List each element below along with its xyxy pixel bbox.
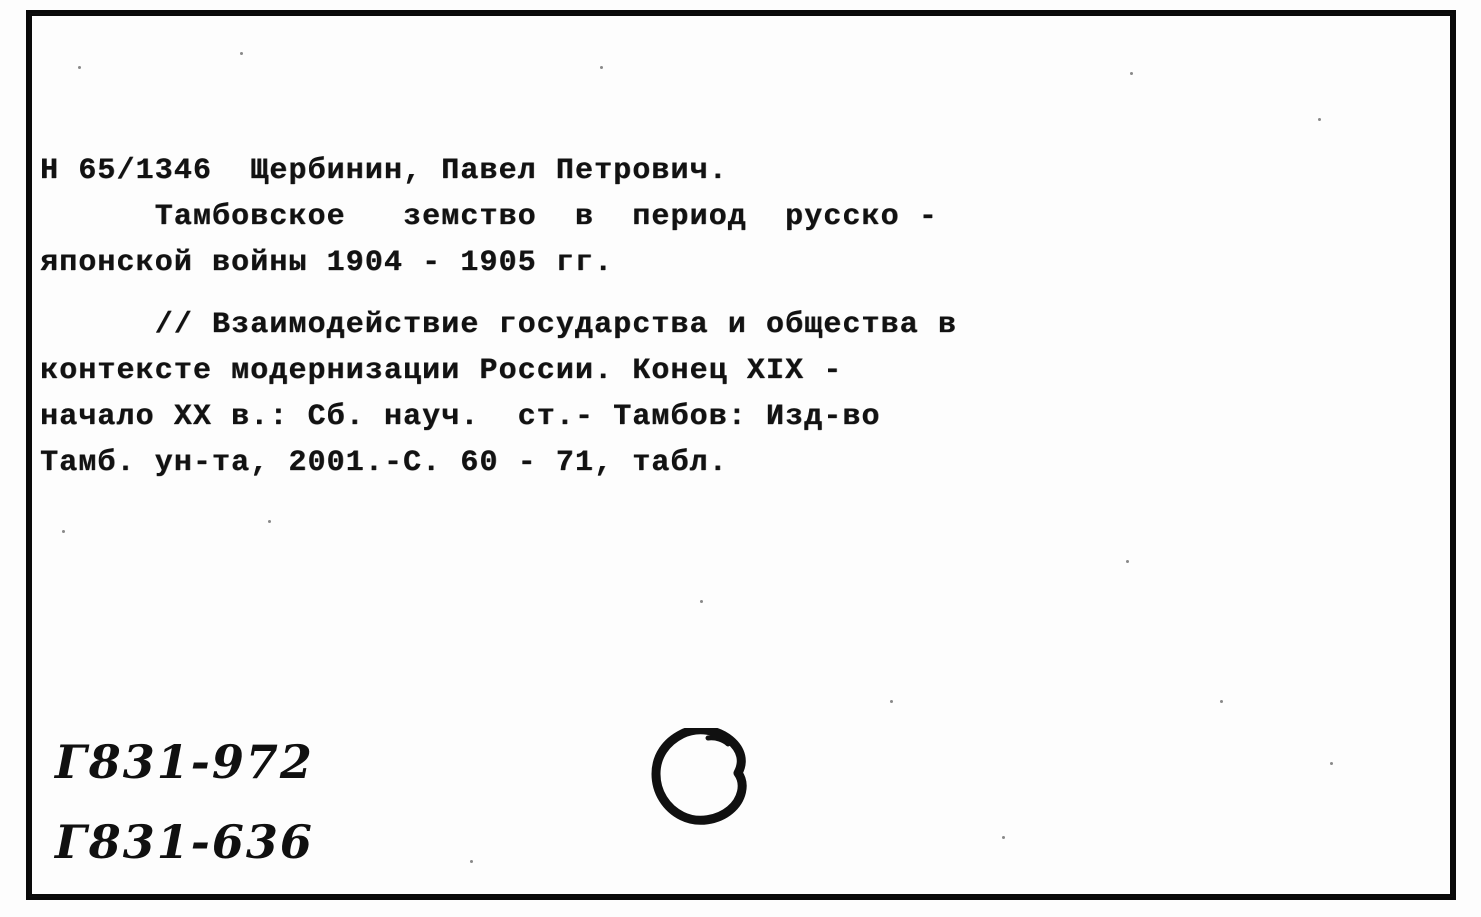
typed-line-title-1: Тамбовское земство в период русско -	[40, 200, 938, 234]
scan-speck	[78, 66, 81, 69]
typed-line-call-number-author: Н 65/1346 Щербинин, Павел Петрович.	[40, 154, 728, 188]
scan-speck	[1330, 762, 1333, 765]
typed-text-block	[40, 148, 1440, 486]
shelfmark-first: Г831-972	[55, 735, 314, 789]
scan-speck	[890, 700, 893, 703]
typed-line-source-4: Тамб. ун-та, 2001.-С. 60 - 71, табл.	[40, 446, 728, 480]
typed-line-source-1: // Взаимодействие государства и общества в	[40, 308, 957, 342]
scan-speck	[1220, 700, 1223, 703]
scan-speck	[1126, 560, 1129, 563]
scan-speck	[1130, 72, 1133, 75]
scan-speck	[240, 52, 243, 55]
scan-speck	[700, 600, 703, 603]
typed-line-source-3: начало XX в.: Сб. науч. ст.- Тамбов: Изд-во	[40, 400, 881, 434]
ink-blot-stamp	[648, 728, 758, 828]
scan-speck	[268, 520, 271, 523]
scan-speck	[600, 66, 603, 69]
scan-speck	[1002, 836, 1005, 839]
card-full-text	[0, 0, 1, 1]
typed-line-title-2: японской войны 1904 - 1905 гг.	[40, 246, 614, 280]
typed-line-source-2: контексте модернизации России. Конец XIX -	[40, 354, 843, 388]
scan-speck	[470, 860, 473, 863]
scan-speck	[62, 530, 65, 533]
shelfmark-second: Г831-636	[55, 815, 314, 869]
scan-speck	[1318, 118, 1321, 121]
